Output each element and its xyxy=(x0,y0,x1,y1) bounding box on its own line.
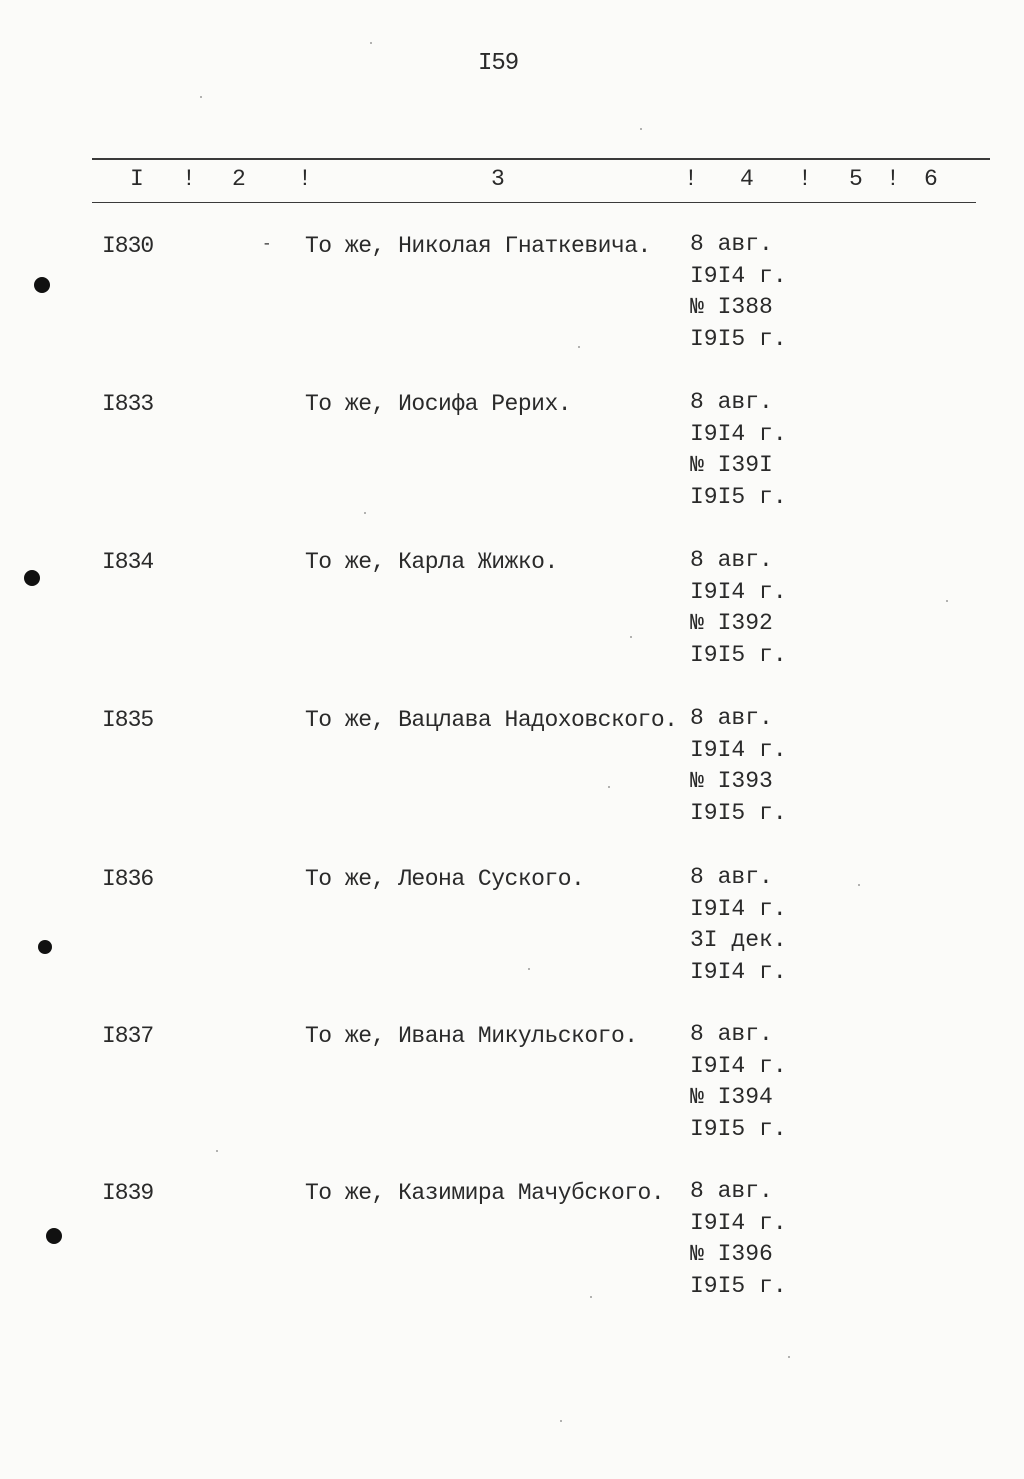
date-line: I9I4 г. xyxy=(690,262,787,289)
record-number: I834 xyxy=(102,549,154,575)
date-line: 3I дек. xyxy=(690,927,787,953)
column-separator: ! xyxy=(182,166,196,192)
date-line: I9I4 г. xyxy=(690,420,787,447)
date-line: 8 авг. xyxy=(690,705,773,731)
record-description: То же, Ивана Микульского. xyxy=(305,1023,638,1049)
record-dates xyxy=(690,703,787,829)
date-line: № I396 xyxy=(690,1241,773,1267)
table-row xyxy=(0,1023,1024,1163)
record-description: То же, Вацлава Надоховского. xyxy=(305,707,678,733)
table-row xyxy=(0,233,1024,373)
table-row xyxy=(0,1180,1024,1320)
punch-hole xyxy=(46,1228,62,1244)
date-line: I9I4 г. xyxy=(690,895,787,922)
record-description: То же, Карла Жижко. xyxy=(305,549,558,575)
date-line: I9I4 г. xyxy=(690,1209,787,1236)
scan-speck xyxy=(578,346,580,348)
table-row xyxy=(0,391,1024,531)
record-description: То же, Казимира Мачубского. xyxy=(305,1180,665,1206)
date-line: I9I5 г. xyxy=(690,1272,787,1299)
date-line: I9I4 г. xyxy=(690,736,787,763)
punch-hole xyxy=(34,277,50,293)
scan-speck xyxy=(608,786,610,788)
date-line: I9I4 г. xyxy=(690,958,787,985)
date-line: I9I5 г. xyxy=(690,325,787,352)
date-line: I9I4 г. xyxy=(690,1052,787,1079)
scan-speck xyxy=(788,1356,790,1358)
table-row xyxy=(0,707,1024,847)
record-number: I830 xyxy=(102,233,154,259)
column-header-4: 4 xyxy=(740,166,754,192)
scan-speck xyxy=(630,636,632,638)
date-line: I9I4 г. xyxy=(690,578,787,605)
table-row xyxy=(0,866,1024,1006)
date-line: 8 авг. xyxy=(690,1178,773,1204)
record-number: I839 xyxy=(102,1180,154,1206)
record-description: То же, Леона Суского. xyxy=(305,866,585,892)
table-header-rule xyxy=(92,202,976,203)
scan-speck xyxy=(364,512,366,514)
scan-speck xyxy=(946,600,948,602)
record-dates xyxy=(690,862,787,988)
column-separator: ! xyxy=(684,166,698,192)
record-dates xyxy=(690,1176,787,1302)
record-description: То же, Николая Гнаткевича. xyxy=(305,233,651,259)
column-header-1: I xyxy=(130,166,144,192)
table-top-rule xyxy=(92,158,990,160)
record-description: То же, Иосифа Рерих. xyxy=(305,391,572,417)
scan-speck xyxy=(200,96,202,98)
column-header-3: 3 xyxy=(491,166,505,192)
date-line: 8 авг. xyxy=(690,389,773,415)
date-line: 8 авг. xyxy=(690,231,773,257)
record-dates xyxy=(690,387,787,513)
date-line: I9I5 г. xyxy=(690,1115,787,1142)
date-line: № I39I xyxy=(690,452,773,478)
date-line: № I392 xyxy=(690,610,773,636)
date-line: № I393 xyxy=(690,768,773,794)
record-number: I835 xyxy=(102,707,154,733)
punch-hole xyxy=(38,940,52,954)
date-line: I9I5 г. xyxy=(690,799,787,826)
scan-speck xyxy=(640,128,642,130)
column-separator: ! xyxy=(886,166,900,192)
record-dates xyxy=(690,229,787,355)
column-header-5: 5 xyxy=(849,166,863,192)
column-separator: ! xyxy=(298,166,312,192)
column-header-6: 6 xyxy=(924,166,938,192)
date-line: № I388 xyxy=(690,294,773,320)
date-line: 8 авг. xyxy=(690,1021,773,1047)
date-line: I9I5 г. xyxy=(690,483,787,510)
date-line: № I394 xyxy=(690,1084,773,1110)
dash-mark: - xyxy=(262,235,272,253)
column-header-2: 2 xyxy=(232,166,246,192)
record-dates xyxy=(690,1019,787,1145)
scan-speck xyxy=(590,1296,592,1298)
date-line: 8 авг. xyxy=(690,547,773,573)
date-line: 8 авг. xyxy=(690,864,773,890)
scan-speck xyxy=(370,42,372,44)
table-row xyxy=(0,549,1024,689)
scan-speck xyxy=(528,968,530,970)
record-dates xyxy=(690,545,787,671)
scan-speck xyxy=(216,1150,218,1152)
date-line: I9I5 г. xyxy=(690,641,787,668)
record-number: I833 xyxy=(102,391,154,417)
scan-speck xyxy=(560,1420,562,1422)
column-separator: ! xyxy=(798,166,812,192)
punch-hole xyxy=(24,570,40,586)
record-number: I836 xyxy=(102,866,154,892)
record-number: I837 xyxy=(102,1023,154,1049)
scan-speck xyxy=(858,884,860,886)
page-number: I59 xyxy=(478,50,519,77)
